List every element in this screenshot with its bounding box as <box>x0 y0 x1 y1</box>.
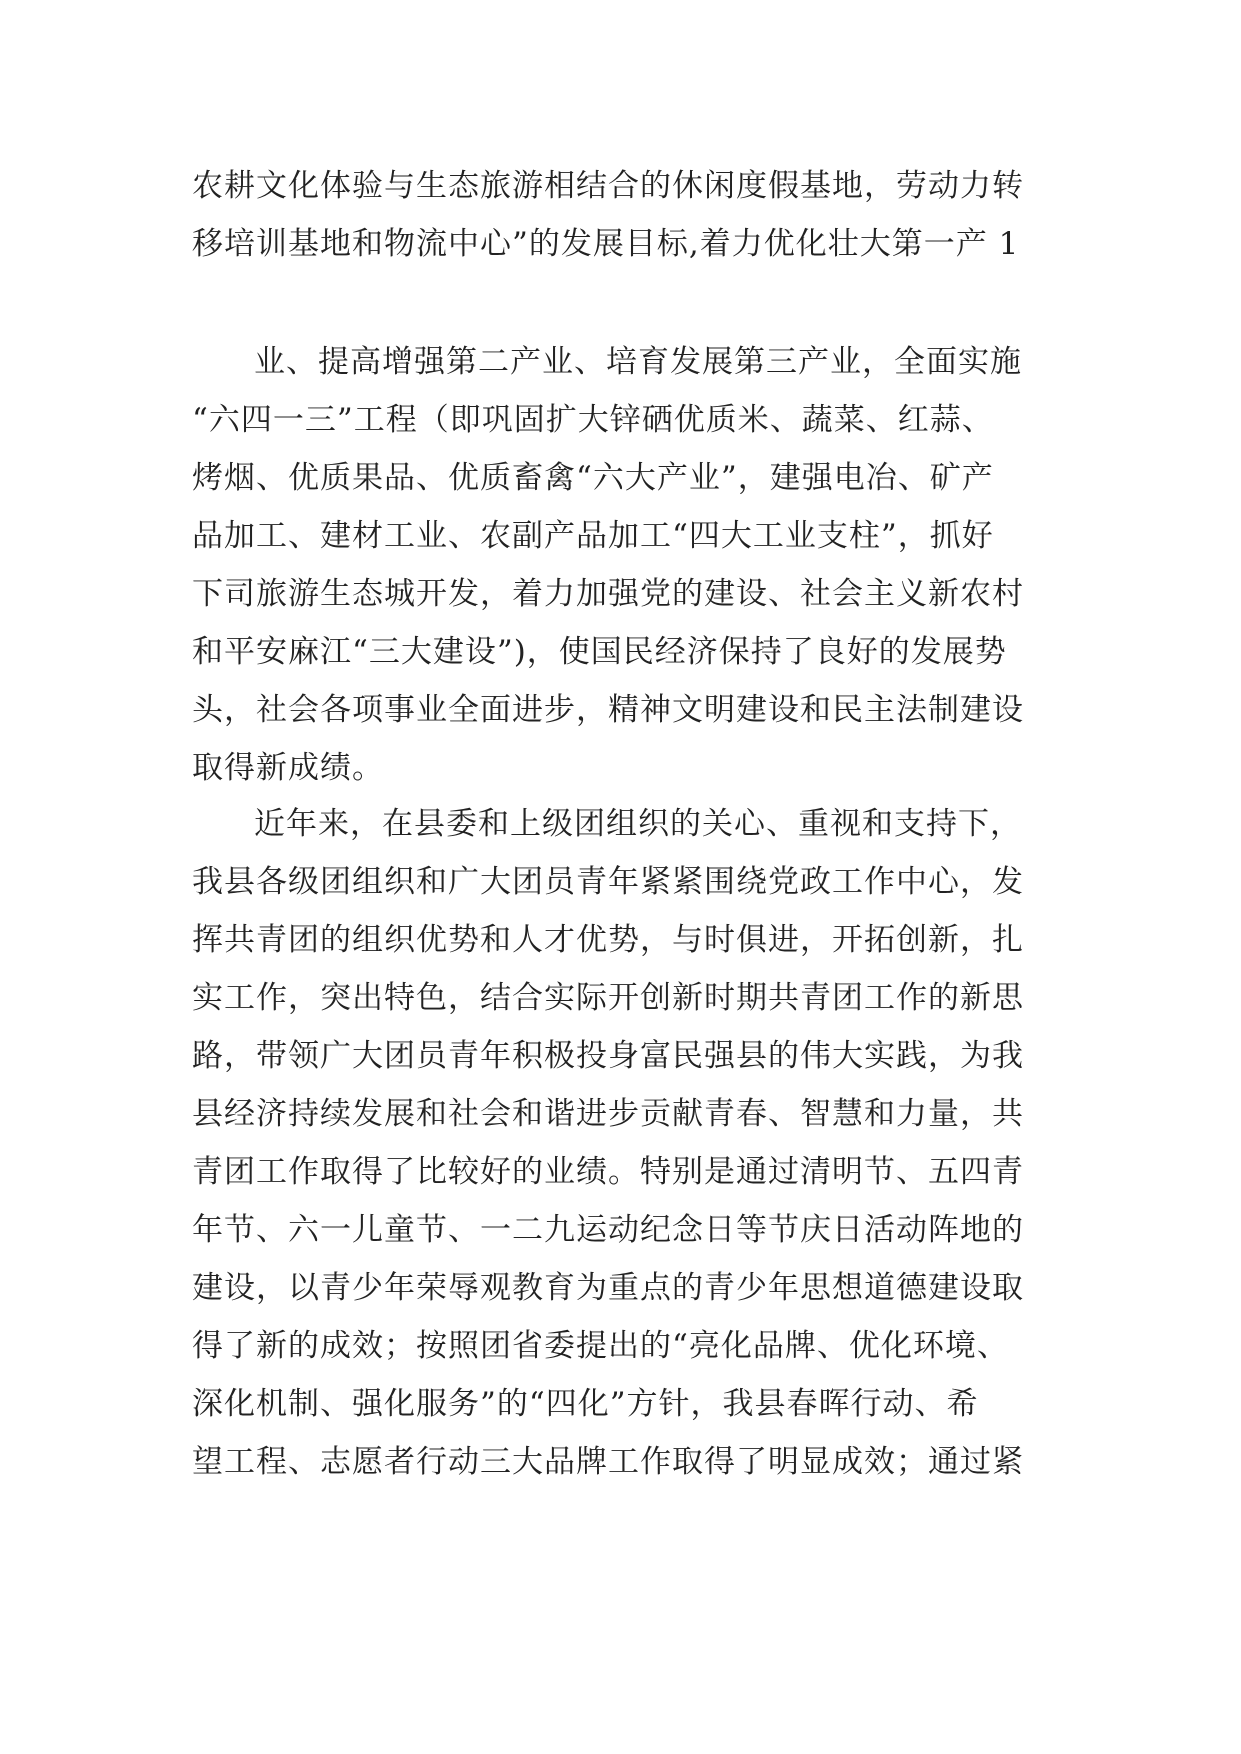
text-line: 取得新成绩。 <box>192 750 384 786</box>
paragraph-economy <box>192 333 1062 797</box>
text-line: 我县各级团组织和广大团员青年紧紧围绕党政工作中心，发 <box>192 864 1024 900</box>
text-line: “六四一三”工程（即巩固扩大锌硒优质米、蔬菜、红蒜、 <box>192 402 994 438</box>
text-line: 烤烟、优质果品、优质畜禽“六大产业”，建强电冶、矿产 <box>192 460 994 496</box>
text-line-with-page-number <box>192 215 1062 273</box>
text-line: 移培训基地和物流中心”的发展目标,着力优化壮大第一产 <box>192 226 988 262</box>
text-line: 和平安麻江“三大建设”)，使国民经济保持了良好的发展势 <box>192 634 1007 670</box>
text-line: 得了新的成效；按照团省委提出的“亮化品牌、优化环境、 <box>192 1328 1009 1364</box>
text-line: 农耕文化体验与生态旅游相结合的休闲度假基地，劳动力转 <box>192 168 1024 204</box>
text-line: 业、提高增强第二产业、培育发展第三产业，全面实施 <box>254 344 1022 380</box>
text-line: 望工程、志愿者行动三大品牌工作取得了明显成效；通过紧 <box>192 1444 1024 1480</box>
text-line: 下司旅游生态城开发，着力加强党的建设、社会主义新农村 <box>192 576 1024 612</box>
text-line: 实工作，突出特色，结合实际开创新时期共青团工作的新思 <box>192 980 1024 1016</box>
page-number: 1 <box>998 226 1020 262</box>
paragraph-fragment-top <box>192 157 1062 273</box>
text-line: 年节、六一儿童节、一二九运动纪念日等节庆日活动阵地的 <box>192 1212 1024 1248</box>
text-line: 近年来，在县委和上级团组织的关心、重视和支持下， <box>254 806 1022 842</box>
text-line: 品加工、建材工业、农副产品加工“四大工业支柱”，抓好 <box>192 518 994 554</box>
text-line: 深化机制、强化服务”的“四化”方针，我县春晖行动、希 <box>192 1386 979 1422</box>
text-line: 建设，以青少年荣辱观教育为重点的青少年思想道德建设取 <box>192 1270 1024 1306</box>
text-line: 挥共青团的组织优势和人才优势，与时俱进，开拓创新，扎 <box>192 922 1024 958</box>
text-line: 县经济持续发展和社会和谐进步贡献青春、智慧和力量，共 <box>192 1096 1024 1132</box>
text-line: 青团工作取得了比较好的业绩。特别是通过清明节、五四青 <box>192 1154 1024 1190</box>
text-line: 路，带领广大团员青年积极投身富民强县的伟大实践，为我 <box>192 1038 1024 1074</box>
text-line: 头，社会各项事业全面进步，精神文明建设和民主法制建设 <box>192 692 1024 728</box>
paragraph-youth-league <box>192 795 1062 1491</box>
